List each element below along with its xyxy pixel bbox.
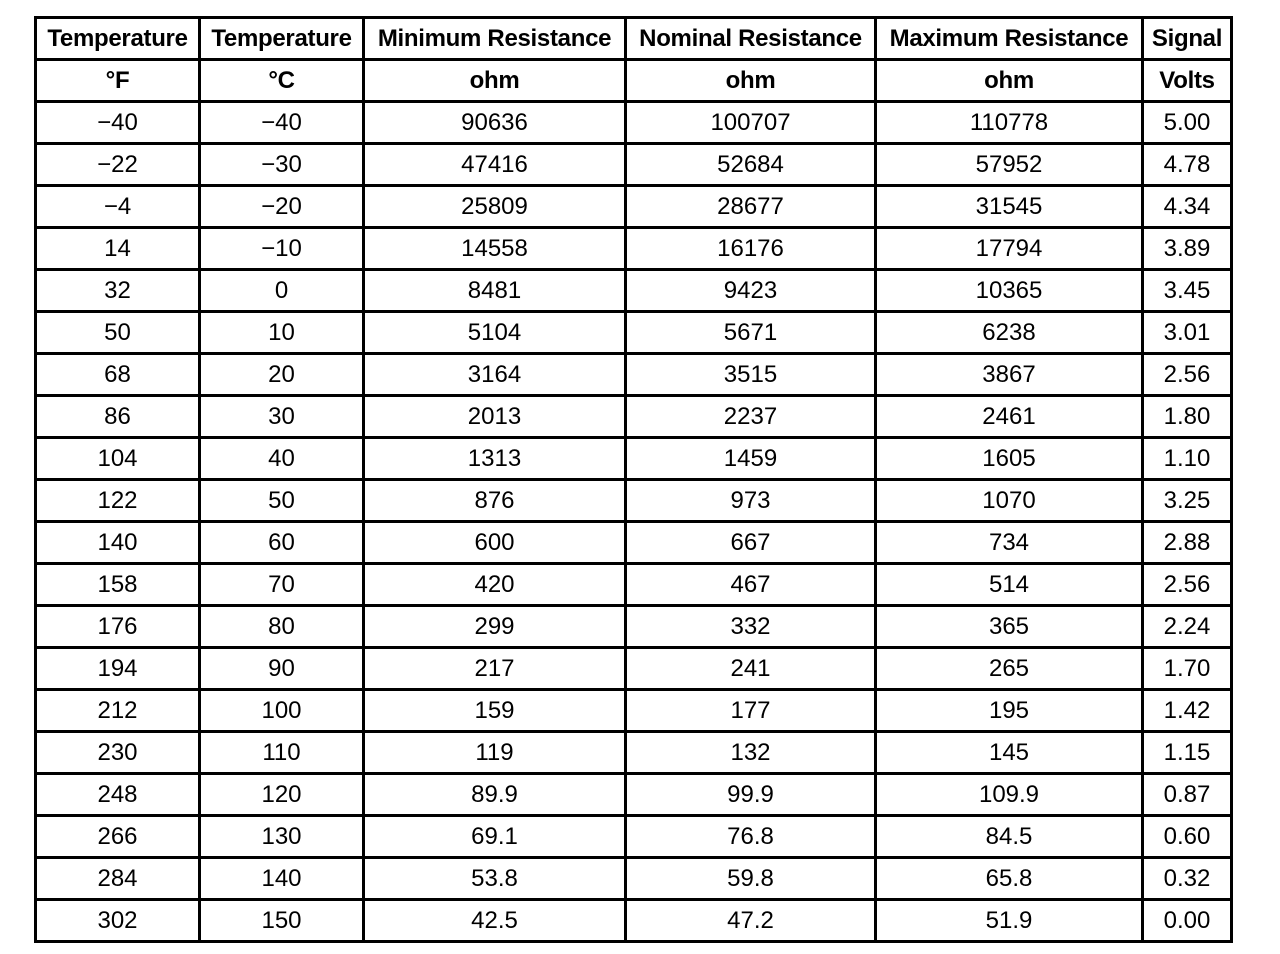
column-header-nominal-resistance: Nominal Resistance [626, 18, 876, 60]
cell-max-resistance: 1070 [876, 480, 1143, 522]
cell-temp-f: 14 [36, 228, 200, 270]
cell-signal-volts: 1.42 [1143, 690, 1232, 732]
cell-nominal-resistance: 9423 [626, 270, 876, 312]
column-unit-min-resistance: ohm [364, 60, 626, 102]
cell-nominal-resistance: 16176 [626, 228, 876, 270]
cell-min-resistance: 25809 [364, 186, 626, 228]
column-unit-temp-f: °F [36, 60, 200, 102]
table-row [36, 606, 1232, 648]
cell-signal-volts: 4.78 [1143, 144, 1232, 186]
cell-signal-volts: 1.70 [1143, 648, 1232, 690]
cell-signal-volts: 5.00 [1143, 102, 1232, 144]
table-body [36, 102, 1232, 942]
cell-signal-volts: 0.32 [1143, 858, 1232, 900]
units-row [36, 60, 1232, 102]
cell-nominal-resistance: 52684 [626, 144, 876, 186]
cell-min-resistance: 69.1 [364, 816, 626, 858]
cell-min-resistance: 299 [364, 606, 626, 648]
cell-signal-volts: 2.56 [1143, 564, 1232, 606]
cell-signal-volts: 3.89 [1143, 228, 1232, 270]
cell-nominal-resistance: 332 [626, 606, 876, 648]
cell-min-resistance: 119 [364, 732, 626, 774]
cell-temp-f: −4 [36, 186, 200, 228]
cell-temp-c: 40 [200, 438, 364, 480]
table-row [36, 774, 1232, 816]
cell-temp-c: 80 [200, 606, 364, 648]
table-row [36, 186, 1232, 228]
column-unit-temp-c: °C [200, 60, 364, 102]
table-row [36, 648, 1232, 690]
cell-nominal-resistance: 99.9 [626, 774, 876, 816]
cell-temp-f: 68 [36, 354, 200, 396]
cell-signal-volts: 2.88 [1143, 522, 1232, 564]
table-row [36, 480, 1232, 522]
cell-temp-c: 120 [200, 774, 364, 816]
cell-max-resistance: 31545 [876, 186, 1143, 228]
cell-signal-volts: 3.25 [1143, 480, 1232, 522]
cell-min-resistance: 47416 [364, 144, 626, 186]
cell-max-resistance: 734 [876, 522, 1143, 564]
table-row [36, 816, 1232, 858]
cell-temp-c: 0 [200, 270, 364, 312]
cell-temp-f: 122 [36, 480, 200, 522]
cell-min-resistance: 1313 [364, 438, 626, 480]
cell-min-resistance: 5104 [364, 312, 626, 354]
cell-temp-c: 130 [200, 816, 364, 858]
cell-temp-f: 284 [36, 858, 200, 900]
cell-signal-volts: 0.00 [1143, 900, 1232, 942]
cell-nominal-resistance: 28677 [626, 186, 876, 228]
cell-min-resistance: 90636 [364, 102, 626, 144]
cell-max-resistance: 51.9 [876, 900, 1143, 942]
cell-max-resistance: 145 [876, 732, 1143, 774]
cell-temp-c: 30 [200, 396, 364, 438]
cell-max-resistance: 3867 [876, 354, 1143, 396]
cell-min-resistance: 89.9 [364, 774, 626, 816]
cell-nominal-resistance: 132 [626, 732, 876, 774]
cell-temp-c: −10 [200, 228, 364, 270]
table-row [36, 102, 1232, 144]
cell-min-resistance: 876 [364, 480, 626, 522]
table-header [36, 18, 1232, 102]
cell-temp-f: 86 [36, 396, 200, 438]
cell-nominal-resistance: 177 [626, 690, 876, 732]
cell-signal-volts: 2.56 [1143, 354, 1232, 396]
cell-temp-f: 176 [36, 606, 200, 648]
cell-max-resistance: 109.9 [876, 774, 1143, 816]
cell-signal-volts: 3.45 [1143, 270, 1232, 312]
cell-temp-f: 266 [36, 816, 200, 858]
cell-temp-c: 150 [200, 900, 364, 942]
table-row [36, 732, 1232, 774]
cell-signal-volts: 4.34 [1143, 186, 1232, 228]
cell-max-resistance: 57952 [876, 144, 1143, 186]
cell-nominal-resistance: 1459 [626, 438, 876, 480]
table-row [36, 522, 1232, 564]
cell-signal-volts: 3.01 [1143, 312, 1232, 354]
cell-signal-volts: 0.87 [1143, 774, 1232, 816]
cell-min-resistance: 600 [364, 522, 626, 564]
cell-min-resistance: 159 [364, 690, 626, 732]
cell-nominal-resistance: 973 [626, 480, 876, 522]
cell-min-resistance: 2013 [364, 396, 626, 438]
column-header-signal-volts: Signal [1143, 18, 1232, 60]
cell-max-resistance: 110778 [876, 102, 1143, 144]
cell-max-resistance: 195 [876, 690, 1143, 732]
cell-nominal-resistance: 59.8 [626, 858, 876, 900]
column-header-temp-c: Temperature [200, 18, 364, 60]
cell-temp-c: 10 [200, 312, 364, 354]
cell-temp-c: −40 [200, 102, 364, 144]
cell-temp-c: 140 [200, 858, 364, 900]
table-row [36, 144, 1232, 186]
cell-temp-f: 194 [36, 648, 200, 690]
cell-max-resistance: 2461 [876, 396, 1143, 438]
cell-temp-f: 104 [36, 438, 200, 480]
cell-temp-f: 140 [36, 522, 200, 564]
cell-nominal-resistance: 2237 [626, 396, 876, 438]
cell-temp-c: 60 [200, 522, 364, 564]
cell-signal-volts: 0.60 [1143, 816, 1232, 858]
table-row [36, 396, 1232, 438]
cell-min-resistance: 8481 [364, 270, 626, 312]
cell-signal-volts: 1.10 [1143, 438, 1232, 480]
cell-max-resistance: 1605 [876, 438, 1143, 480]
cell-nominal-resistance: 76.8 [626, 816, 876, 858]
cell-temp-c: 90 [200, 648, 364, 690]
cell-max-resistance: 17794 [876, 228, 1143, 270]
cell-temp-f: −22 [36, 144, 200, 186]
table-row [36, 858, 1232, 900]
cell-max-resistance: 365 [876, 606, 1143, 648]
cell-max-resistance: 84.5 [876, 816, 1143, 858]
cell-temp-f: 32 [36, 270, 200, 312]
table-row [36, 228, 1232, 270]
cell-temp-c: 110 [200, 732, 364, 774]
column-unit-signal-volts: Volts [1143, 60, 1232, 102]
cell-min-resistance: 14558 [364, 228, 626, 270]
table-row [36, 438, 1232, 480]
cell-temp-f: 50 [36, 312, 200, 354]
table-row [36, 900, 1232, 942]
header-row [36, 18, 1232, 60]
cell-temp-f: 212 [36, 690, 200, 732]
table-row [36, 564, 1232, 606]
column-unit-nominal-resistance: ohm [626, 60, 876, 102]
cell-nominal-resistance: 3515 [626, 354, 876, 396]
column-header-min-resistance: Minimum Resistance [364, 18, 626, 60]
table-row [36, 690, 1232, 732]
cell-temp-f: 248 [36, 774, 200, 816]
cell-nominal-resistance: 241 [626, 648, 876, 690]
cell-signal-volts: 1.15 [1143, 732, 1232, 774]
cell-temp-c: −20 [200, 186, 364, 228]
cell-temp-f: −40 [36, 102, 200, 144]
cell-min-resistance: 42.5 [364, 900, 626, 942]
column-header-temp-f: Temperature [36, 18, 200, 60]
cell-max-resistance: 514 [876, 564, 1143, 606]
cell-min-resistance: 217 [364, 648, 626, 690]
cell-min-resistance: 420 [364, 564, 626, 606]
cell-min-resistance: 53.8 [364, 858, 626, 900]
cell-temp-f: 302 [36, 900, 200, 942]
table-row [36, 270, 1232, 312]
sensor-resistance-table [34, 16, 1233, 943]
cell-temp-c: 20 [200, 354, 364, 396]
cell-max-resistance: 65.8 [876, 858, 1143, 900]
table-row [36, 354, 1232, 396]
cell-nominal-resistance: 47.2 [626, 900, 876, 942]
column-header-max-resistance: Maximum Resistance [876, 18, 1143, 60]
cell-temp-c: 70 [200, 564, 364, 606]
cell-temp-f: 230 [36, 732, 200, 774]
cell-temp-f: 158 [36, 564, 200, 606]
cell-nominal-resistance: 667 [626, 522, 876, 564]
column-unit-max-resistance: ohm [876, 60, 1143, 102]
cell-max-resistance: 265 [876, 648, 1143, 690]
table-row [36, 312, 1232, 354]
cell-signal-volts: 2.24 [1143, 606, 1232, 648]
cell-temp-c: −30 [200, 144, 364, 186]
cell-min-resistance: 3164 [364, 354, 626, 396]
cell-nominal-resistance: 100707 [626, 102, 876, 144]
cell-temp-c: 50 [200, 480, 364, 522]
cell-max-resistance: 10365 [876, 270, 1143, 312]
cell-nominal-resistance: 5671 [626, 312, 876, 354]
cell-nominal-resistance: 467 [626, 564, 876, 606]
cell-signal-volts: 1.80 [1143, 396, 1232, 438]
cell-max-resistance: 6238 [876, 312, 1143, 354]
cell-temp-c: 100 [200, 690, 364, 732]
